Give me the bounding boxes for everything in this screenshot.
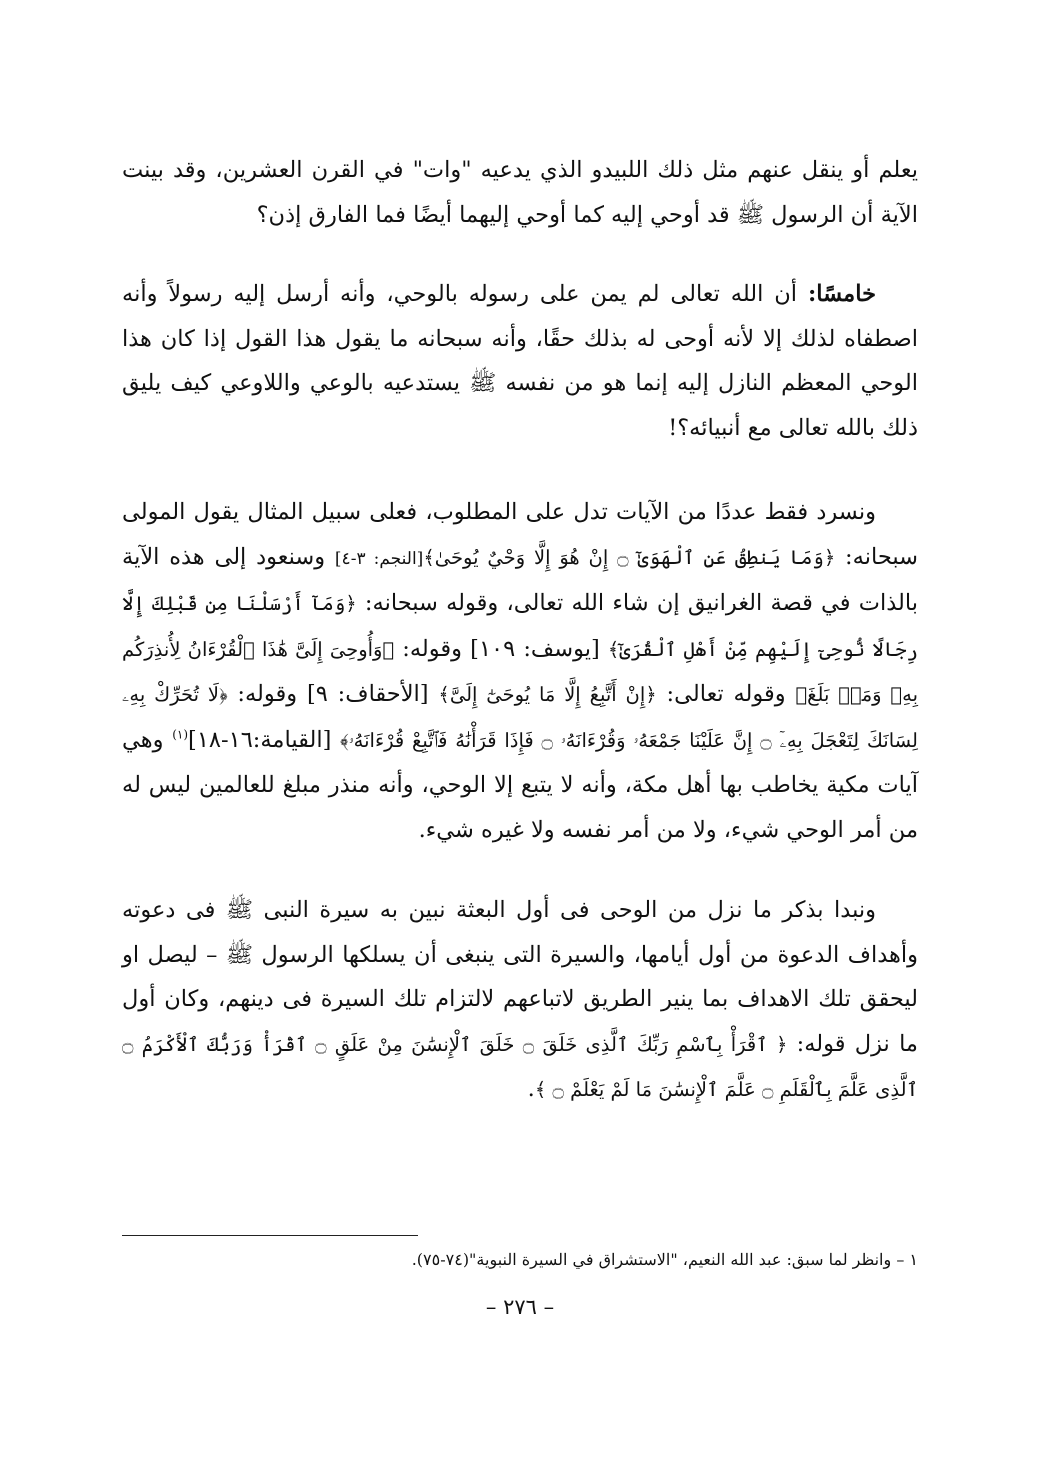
paragraph-3-text-2: وسنعود إلى هذه الآية بالذات في قصة الغرانيق إن شاء الله تعالى، وقوله سبحانه: (122, 543, 918, 616)
page-number: – ٢٧٦ – (485, 1295, 555, 1319)
verse-ref-5: [القيامة:١٦-١٨] (188, 726, 341, 753)
paragraph-2-text: أن الله تعالى لم يمن على رسوله بالوحي، وأنه أرسل إليه رسولاً وأنه اصطفاه لذلك إلا لأنه أوحى له بذلك حقًا، وأنه سبحانه ما يقول هذا القول إذا كان هذا الوحي المعظم النازل إليه إنما هو من نفسه ﷺ يستدعيه بالوعي واللاوعي كيف يليق ذلك بالله تعالى مع أنبيائه؟! (122, 281, 918, 441)
paragraph-3-text-5: وقوله: (227, 681, 307, 707)
verse-ref-1: [النجم: ٣-٤] (334, 548, 424, 569)
paragraph-4 (122, 888, 918, 1113)
quran-verse-6: ﴿ ٱقْرَأْ بِٱسْمِ رَبِّكَ ٱلَّذِى خَلَقَ ۝ خَلَقَ ٱلْإِنسَٰنَ مِنْ عَلَقٍ ۝ ٱقْرَأْ وَرَبُّكَ ٱلْأَكْرَمُ ۝ ٱلَّذِى عَلَّمَ بِٱلْقَلَمِ ۝ عَلَّمَ ٱلْإِنسَٰنَ مَا لَمْ يَعْلَمْ ۝ ﴾ (122, 1032, 918, 1101)
quran-verse-2: ﴿وَمَآ أَرْسَلْنَا مِن قَبْلِكَ إِلَّا رِجَالًا نُّوحِىٓ إِلَيْهِم مِّنْ أَهْلِ ٱلْقُرَىٰٓ﴾ (122, 592, 918, 661)
quran-verse-4: ﴿إِنْ أَتَّبِعُ إِلَّا مَا يُوحَىٰٓ إِلَىَّ﴾ (438, 683, 657, 706)
paragraph-3 (122, 490, 918, 852)
quran-verse-1: ﴿وَمَا يَنطِقُ عَنِ ٱلْهَوَىٰٓ ۝ إِنْ هُوَ إِلَّا وَحْيٌ يُوحَىٰ﴾ (423, 545, 836, 569)
verse-ref-2: [يوسف: ١٠٩] (470, 635, 608, 662)
paragraph-3-text-6: وهي آيات مكية يخاطب بها أهل مكة، وأنه لا يتبع إلا الوحي، وأنه منذر مبلغ للعالمين ليس له من أمر الوحي شيء، ولا من أمر نفسه ولا غيره شيء. (122, 726, 918, 843)
paragraph-1-text: يعلم أو ينقل عنهم مثل ذلك اللبيدو الذي يدعيه "وات" في القرن العشرين، وقد بينت الآية أن الرسول ﷺ قد أوحي إليه كما أوحي إليهما أيضًا فما الفارق إذن؟ (122, 157, 918, 228)
paragraph-2-lead: خامسًا: (807, 281, 876, 307)
paragraph-4-text-1: ونبدا بذكر ما نزل من الوحى فى أول البعثة نبين به سيرة النبى ﷺ فى دعوته وأهداف الدعوة من أول أيامها، والسيرة التى ينبغى أن يسلكها الرسول ﷺ – ليصل او ليحقق تلك الاهداف بما ينير الطريق لاتباعهم لالتزام تلك السيرة فى دينهم، وكان أول ما نزل قوله: (122, 897, 918, 1057)
verse-ref-4: [الأحقاف: ٩] (306, 681, 439, 707)
paragraph-3-text-4: وقوله تعالى: (656, 681, 796, 707)
footnote-marker[interactable]: (١) (172, 727, 189, 741)
paragraph-3-text-1: ونسرد فقط عددًا من الآيات تدل على المطلوب، فعلى سبيل المثال يقول المولى سبحانه: (122, 499, 918, 570)
paragraph-2 (122, 272, 918, 450)
paragraph-3-text-3: وقوله: (394, 635, 471, 662)
footnote-divider (122, 1235, 418, 1236)
quran-verse-5: ﴿لَا تُحَرِّكْ بِهِۦ لِسَانَكَ لِتَعْجَلَ بِهِۦٓ ۝ إِنَّ عَلَيْنَا جَمْعَهُۥ وَقُرْءَانَهُۥ ۝ فَإِذَا قَرَأْنَٰهُ فَٱتَّبِعْ قُرْءَانَهُۥ﴾ (122, 683, 919, 752)
main-text (122, 148, 918, 1113)
footnote: ١ – وانظر لما سبق: عبد الله النعيم، "الاستشراق في السيرة النبوية"(٧٤-٧٥). (411, 1250, 918, 1269)
quran-verse-3: ﴿وَأُوحِىَ إِلَىَّ هَٰذَا ٱلْقُرْءَانُ لِأُنذِرَكُم بِهِۦ وَمَنۢ بَلَغَ﴾ (122, 637, 918, 706)
paragraph-4-text-2: . (527, 1076, 535, 1102)
paragraph-1 (122, 148, 918, 237)
